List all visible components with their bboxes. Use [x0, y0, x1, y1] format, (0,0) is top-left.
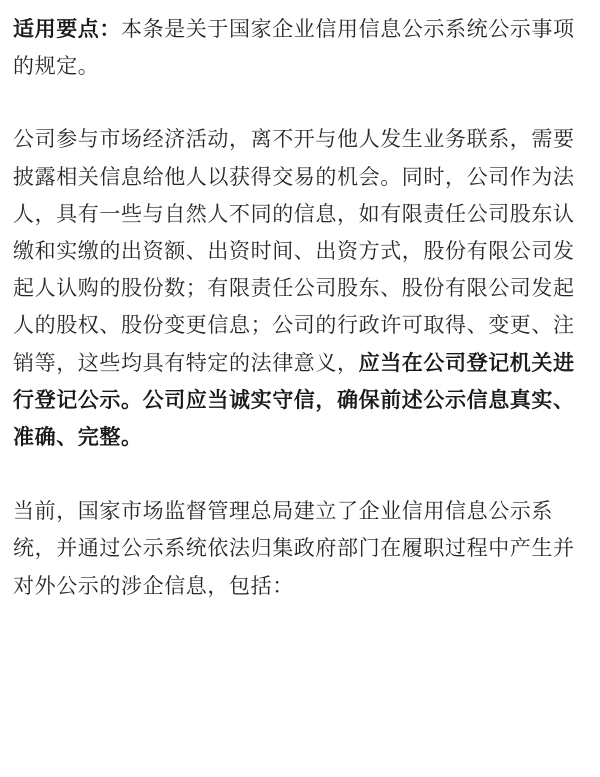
paragraph-disclosure — [13, 121, 593, 456]
article-body — [13, 0, 593, 605]
current-system-text: 当前，国家市场监督管理总局建立了企业信用信息公示系统，并通过公示系统依法归集政府部门在履职过程中产生并对外公示的涉企信息，包括： — [13, 499, 575, 598]
application-points-text: 本条是关于国家企业信用信息公示系统公示事项的规定。 — [13, 17, 575, 79]
disclosure-emphasis: 应当在公司登记机关进行登记公示。公司应当诚实守信，确保前述公示信息真实、准确、完整。 — [13, 350, 575, 450]
paragraph-application-points — [13, 0, 593, 85]
paragraph-current-system — [13, 493, 593, 605]
disclosure-text: 公司参与市场经济活动，离不开与他人发生业务联系，需要披露相关信息给他人以获得交易的机会。同时，公司作为法人，具有一些与自然人不同的信息，如有限责任公司股东认缴和实缴的出资额、出资时间、出资方式，股份有限公司发起人认购的股份数；有限责任公司股东、股份有限公司发起人的股权、股份变更信息；公司的行政许可取得、变更、注销等，这些均具有特定的法律意义， — [13, 127, 575, 375]
application-points-label: 适用要点： — [13, 17, 121, 41]
